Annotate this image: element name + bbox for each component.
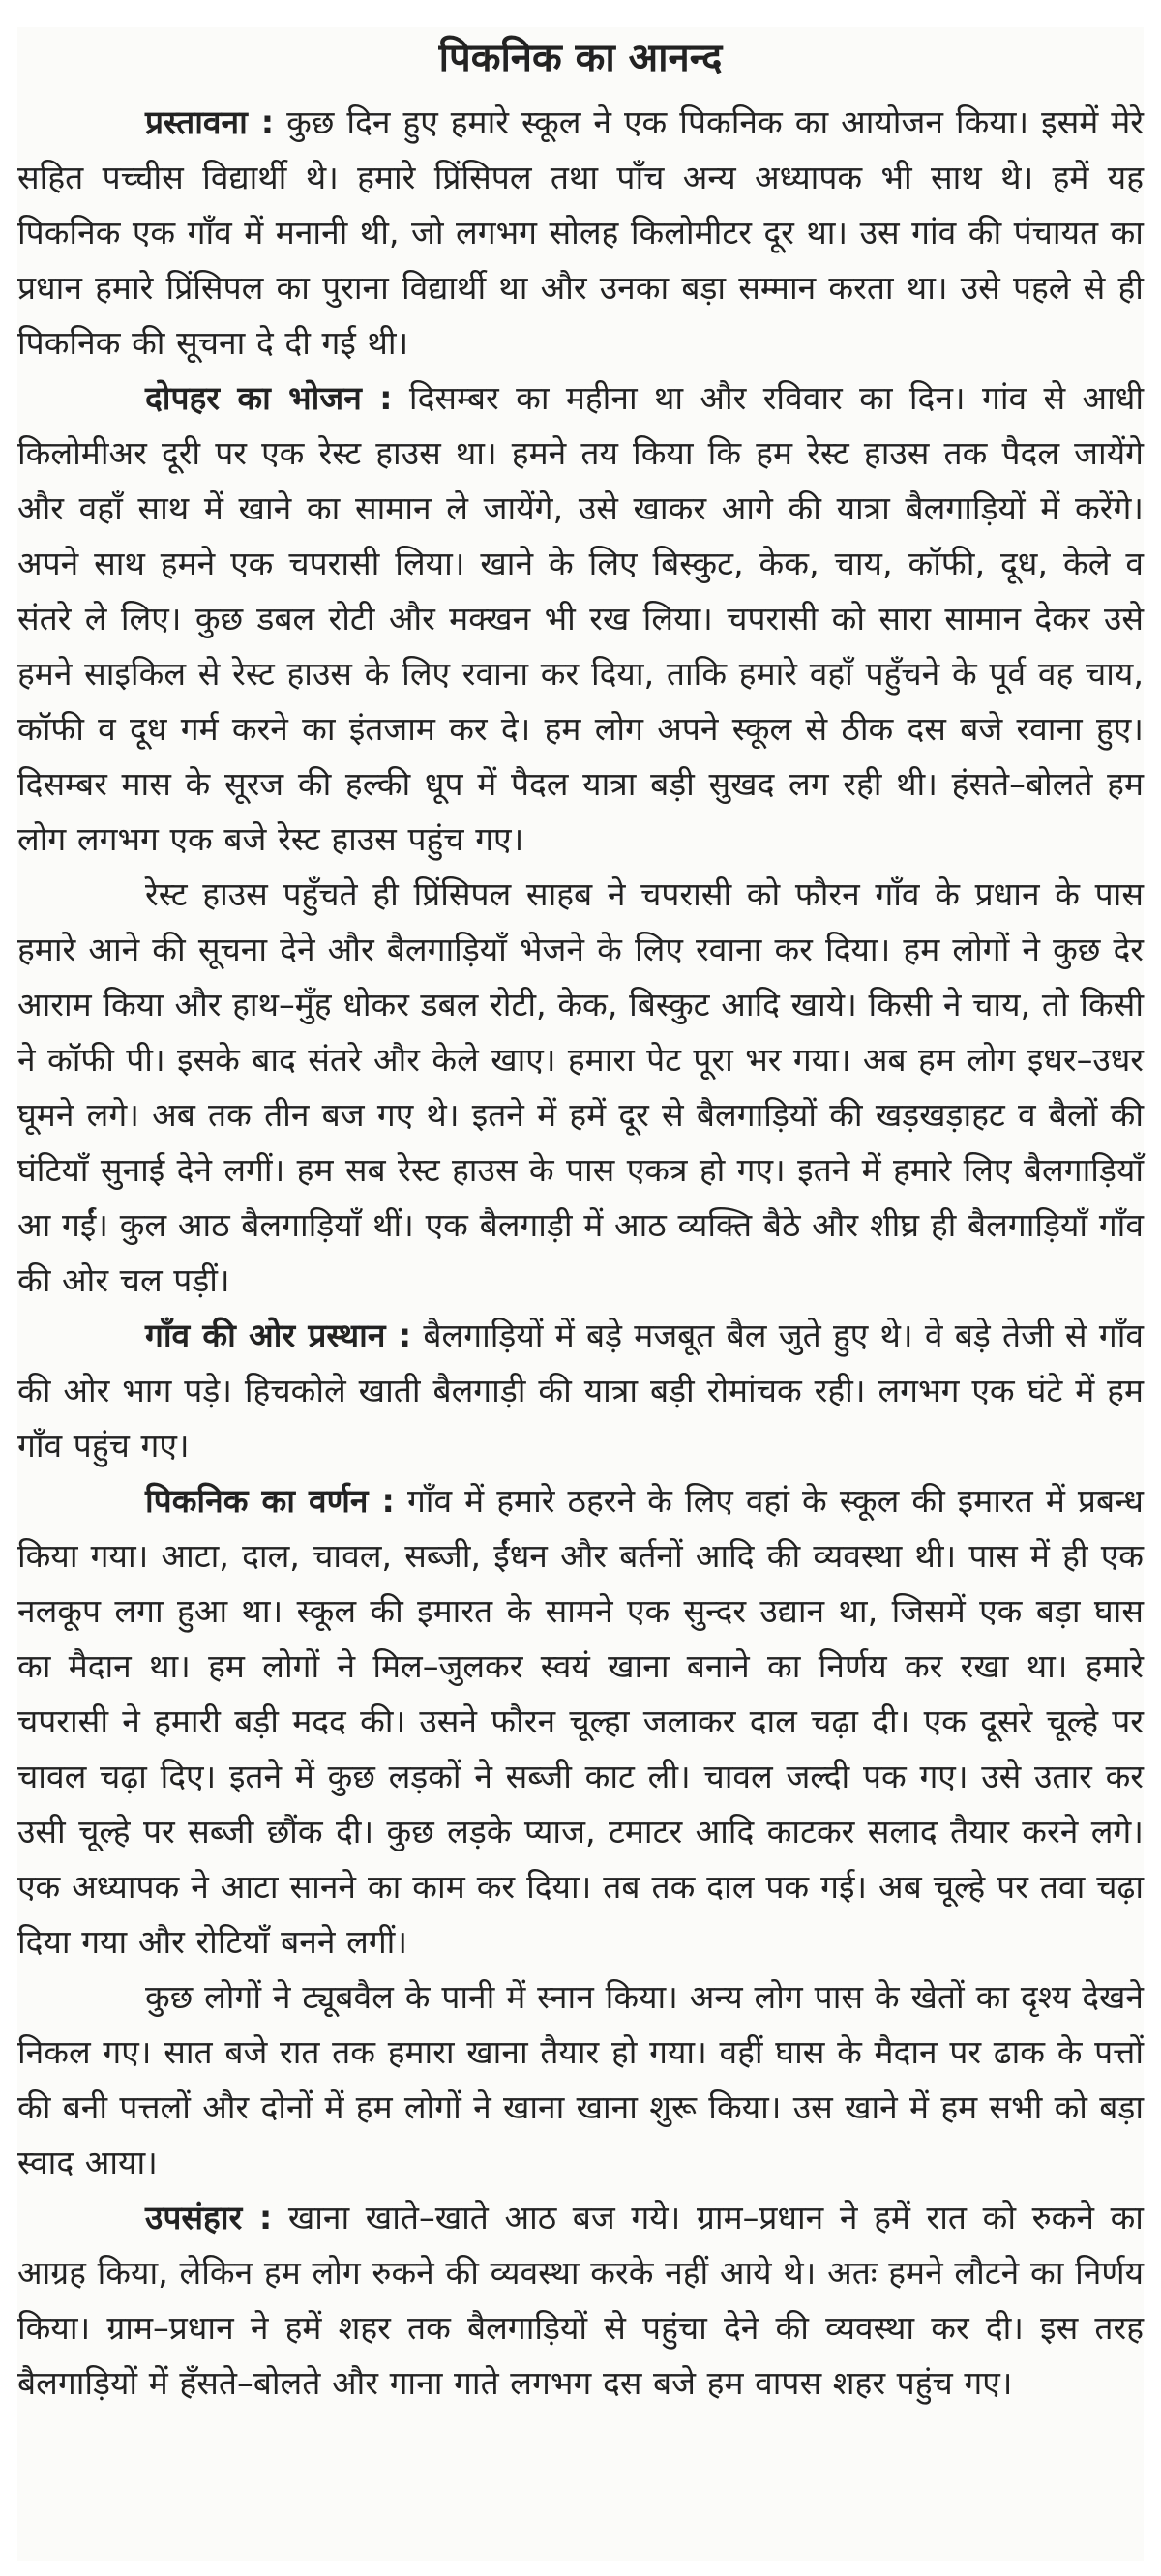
- paragraph-rest-house: [17, 867, 1144, 1308]
- paragraph-conclusion: [17, 2190, 1144, 2411]
- heading-picnic-description: पिकनिक का वर्णन :: [145, 1482, 395, 1520]
- paragraph-picnic-description: [17, 1473, 1144, 1969]
- heading-lunch: दोपहर का भोजन :: [145, 379, 393, 417]
- paragraph-text: दिसम्बर का महीना था और रविवार का दिन। गांव से आधी किलोमीअर दूरी पर एक रेस्ट हाउस था। हमने तय किया कि हम रेस्ट हाउस तक पैदल जायेंगे और वहाँ साथ में खाने का सामान ले जायेंगे, उसे खाकर आगे की यात्रा बैलगाड़ियों में करेंगे। अपने साथ हमने एक चपरासी लिया। खाने के लिए बिस्कुट, केक, चाय, कॉफी, दूध, केले व संतरे ले लिए। कुछ डबल रोटी और मक्खन भी रख लिया। चपरासी को सारा सामान देकर उसे हमने साइकिल से रेस्ट हाउस के लिए रवाना कर दिया, ताकि हमारे वहाँ पहुँचने के पूर्व वह चाय, कॉफी व दूध गर्म करने का इंतजाम कर दे। हम लोग अपने स्कूल से ठीक दस बजे रवाना हुए। दिसम्बर मास के सूरज की हल्की धूप में पैदल यात्रा बड़ी सुखद लग रही थी। हंसते–बोलते हम लोग लगभग एक बजे रेस्ट हाउस पहुंच गए।: [17, 379, 1144, 858]
- paragraph-introduction: [17, 95, 1144, 370]
- paragraph-text: गाँव में हमारे ठहरने के लिए वहां के स्कूल की इमारत में प्रबन्ध किया गया। आटा, दाल, चावल, सब्जी, ईंधन और बर्तनों आदि की व्यवस्था थी। पास में ही एक नलकूप लगा हुआ था। स्कूल की इमारत के सामने एक सुन्दर उद्यान था, जिसमें एक बड़ा घास का मैदान था। हम लोगों ने मिल–जुलकर स्वयं खाना बनाने का निर्णय कर रखा था। हमारे चपरासी ने हमारी बड़ी मदद की। उसने फौरन चूल्हा जलाकर दाल चढ़ा दी। एक दूसरे चूल्हे पर चावल चढ़ा दिए। इतने में कुछ लड़कों ने सब्जी काट ली। चावल जल्दी पक गए। उसे उतार कर उसी चूल्हे पर सब्जी छौंक दी। कुछ लड़के प्याज, टमाटर आदि काटकर सलाद तैयार करने लगे। एक अध्यापक ने आटा सानने का काम कर दिया। तब तक दाल पक गई। अब चूल्हे पर तवा चढ़ा दिया गया और रोटियाँ बनने लगीं।: [17, 1482, 1144, 1961]
- heading-introduction: प्रस्तावना :: [145, 104, 275, 141]
- paragraph-departure: [17, 1308, 1144, 1473]
- paragraph-text: रेस्ट हाउस पहुँचते ही प्रिंसिपल साहब ने चपरासी को फौरन गाँव के प्रधान के पास हमारे आने की सूचना देने और बैलगाड़ियाँ भेजने के लिए रवाना कर दिया। हम लोगों ने कुछ देर आराम किया और हाथ–मुँह धोकर डबल रोटी, केक, बिस्कुट आदि खाये। किसी ने चाय, तो किसी ने कॉफी पी। इसके बाद संतरे और केले खाए। हमारा पेट पूरा भर गया। अब हम लोग इधर–उधर घूमने लगे। अब तक तीन बज गए थे। इतने में हमें दूर से बैलगाड़ियों की खड़खड़ाहट व बैलों की घंटियाँ सुनाई देने लगीं। हम सब रेस्ट हाउस के पास एकत्र हो गए। इतने में हमारे लिए बैलगाड़ियाँ आ गईं। कुल आठ बैलगाड़ियाँ थीं। एक बैलगाड़ी में आठ व्यक्ति बैठे और शीघ्र ही बैलगाड़ियाँ गाँव की ओर चल पड़ीं।: [17, 875, 1144, 1299]
- paragraph-bathing-dinner: [17, 1969, 1144, 2190]
- essay-page: [17, 27, 1144, 2561]
- paragraph-text: बैलगाड़ियों में बड़े मजबूत बैल जुते हुए थे। वे बड़े तेजी से गाँव की ओर भाग पड़े। हिचकोले खाती बैलगाड़ी की यात्रा बड़ी रोमांचक रही। लगभग एक घंटे में हम गाँव पहुंच गए।: [17, 1317, 1144, 1465]
- heading-conclusion: उपसंहार :: [145, 2199, 273, 2236]
- essay-title: पिकनिक का आनन्द: [438, 36, 723, 80]
- paragraph-lunch: [17, 370, 1144, 867]
- paragraph-text: खाना खाते–खाते आठ बज गये। ग्राम–प्रधान ने हमें रात को रुकने का आग्रह किया, लेकिन हम लोग रुकने की व्यवस्था करके नहीं आये थे। अतः हमने लौटने का निर्णय किया। ग्राम–प्रधान ने हमें शहर तक बैलगाड़ियों से पहुंचा देने की व्यवस्था कर दी। इस तरह बैलगाड़ियों में हँसते–बोलते और गाना गाते लगभग दस बजे हम वापस शहर पहुंच गए।: [17, 2199, 1144, 2402]
- heading-departure: गाँव की ओर प्रस्थान :: [145, 1317, 412, 1354]
- paragraph-text: कुछ लोगों ने ट्यूबवैल के पानी में स्नान किया। अन्य लोग पास के खेतों का दृश्य देखने निकल गए। सात बजे रात तक हमारा खाना तैयार हो गया। वहीं घास के मैदान पर ढाक के पत्तों की बनी पत्तलों और दोनों में हम लोगों ने खाना खाना शुरू किया। उस खाने में हम सभी को बड़ा स्वाद आया।: [17, 1978, 1144, 2181]
- paragraph-text: कुछ दिन हुए हमारे स्कूल ने एक पिकनिक का आयोजन किया। इसमें मेरे सहित पच्चीस विद्यार्थी थे। हमारे प्रिंसिपल तथा पाँच अन्य अध्यापक भी साथ थे। हमें यह पिकनिक एक गाँव में मनानी थी, जो लगभग सोलह किलोमीटर दूर था। उस गांव की पंचायत का प्रधान हमारे प्रिंसिपल का पुराना विद्यार्थी था और उनका बड़ा सम्मान करता था। उसे पहले से ही पिकनिक की सूचना दे दी गई थी।: [17, 104, 1144, 362]
